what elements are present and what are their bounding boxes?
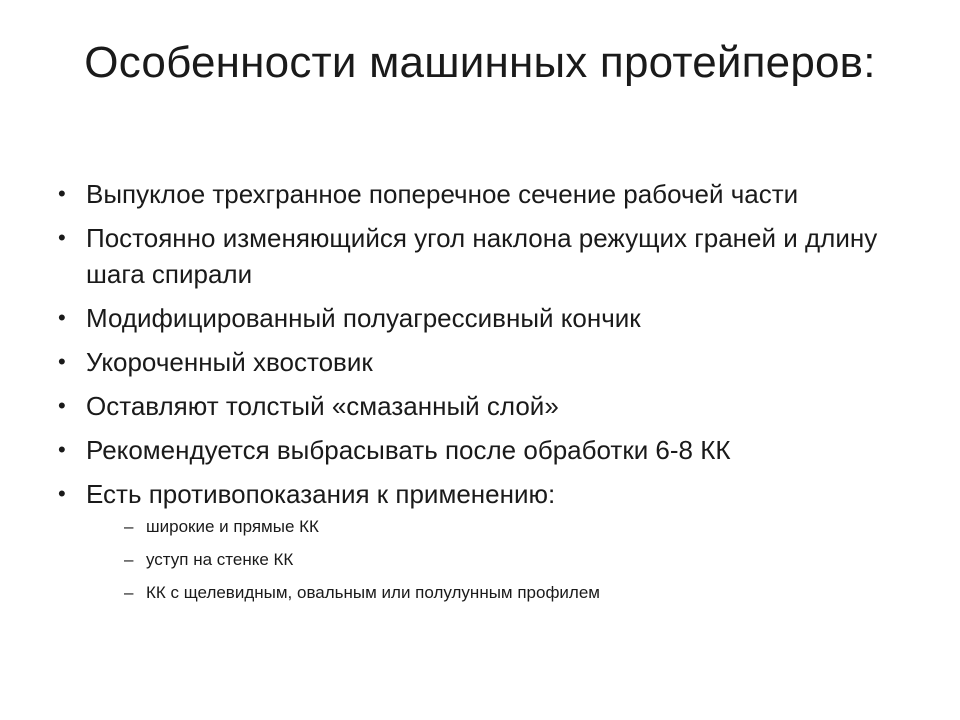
sub-bullet-list	[86, 516, 918, 604]
bullet-icon: •	[58, 181, 66, 206]
bullet-icon: •	[58, 305, 66, 330]
bullet-item	[58, 300, 918, 336]
slide-title: Особенности машинных протейперов:	[84, 38, 876, 87]
dash-icon: –	[124, 517, 134, 536]
bullet-text: Есть противопоказания к применению:	[86, 479, 556, 509]
dash-icon: –	[124, 583, 134, 602]
bullet-item	[58, 432, 918, 468]
bullet-text: Модифицированный полуагрессивный кончик	[86, 303, 641, 333]
bullet-text: Постоянно изменяющийся угол наклона режущих граней и длину шага спирали	[86, 223, 878, 289]
bullet-item	[58, 176, 918, 212]
sub-bullet-item	[86, 582, 918, 604]
sub-bullet-text: широкие и прямые КК	[146, 517, 319, 536]
bullet-icon: •	[58, 225, 66, 250]
bullet-icon: •	[58, 437, 66, 462]
bullet-item	[58, 220, 918, 292]
bullet-icon: •	[58, 393, 66, 418]
bullet-icon: •	[58, 349, 66, 374]
dash-icon: –	[124, 550, 134, 569]
sub-bullet-item	[86, 516, 918, 538]
bullet-item	[58, 344, 918, 380]
bullet-text: Рекомендуется выбрасывать после обработки 6-8 КК	[86, 435, 731, 465]
bullet-list	[58, 176, 918, 615]
bullet-item	[58, 476, 918, 604]
sub-bullet-text: уступ на стенке КК	[146, 550, 294, 569]
bullet-item	[58, 388, 918, 424]
bullet-icon: •	[58, 481, 66, 506]
bullet-text: Укороченный хвостовик	[86, 347, 373, 377]
bullet-text: Выпуклое трехгранное поперечное сечение рабочей части	[86, 179, 799, 209]
bullet-text: Оставляют толстый «смазанный слой»	[86, 391, 559, 421]
sub-bullet-text: КК с щелевидным, овальным или полулунным профилем	[146, 583, 600, 602]
sub-bullet-item	[86, 549, 918, 571]
